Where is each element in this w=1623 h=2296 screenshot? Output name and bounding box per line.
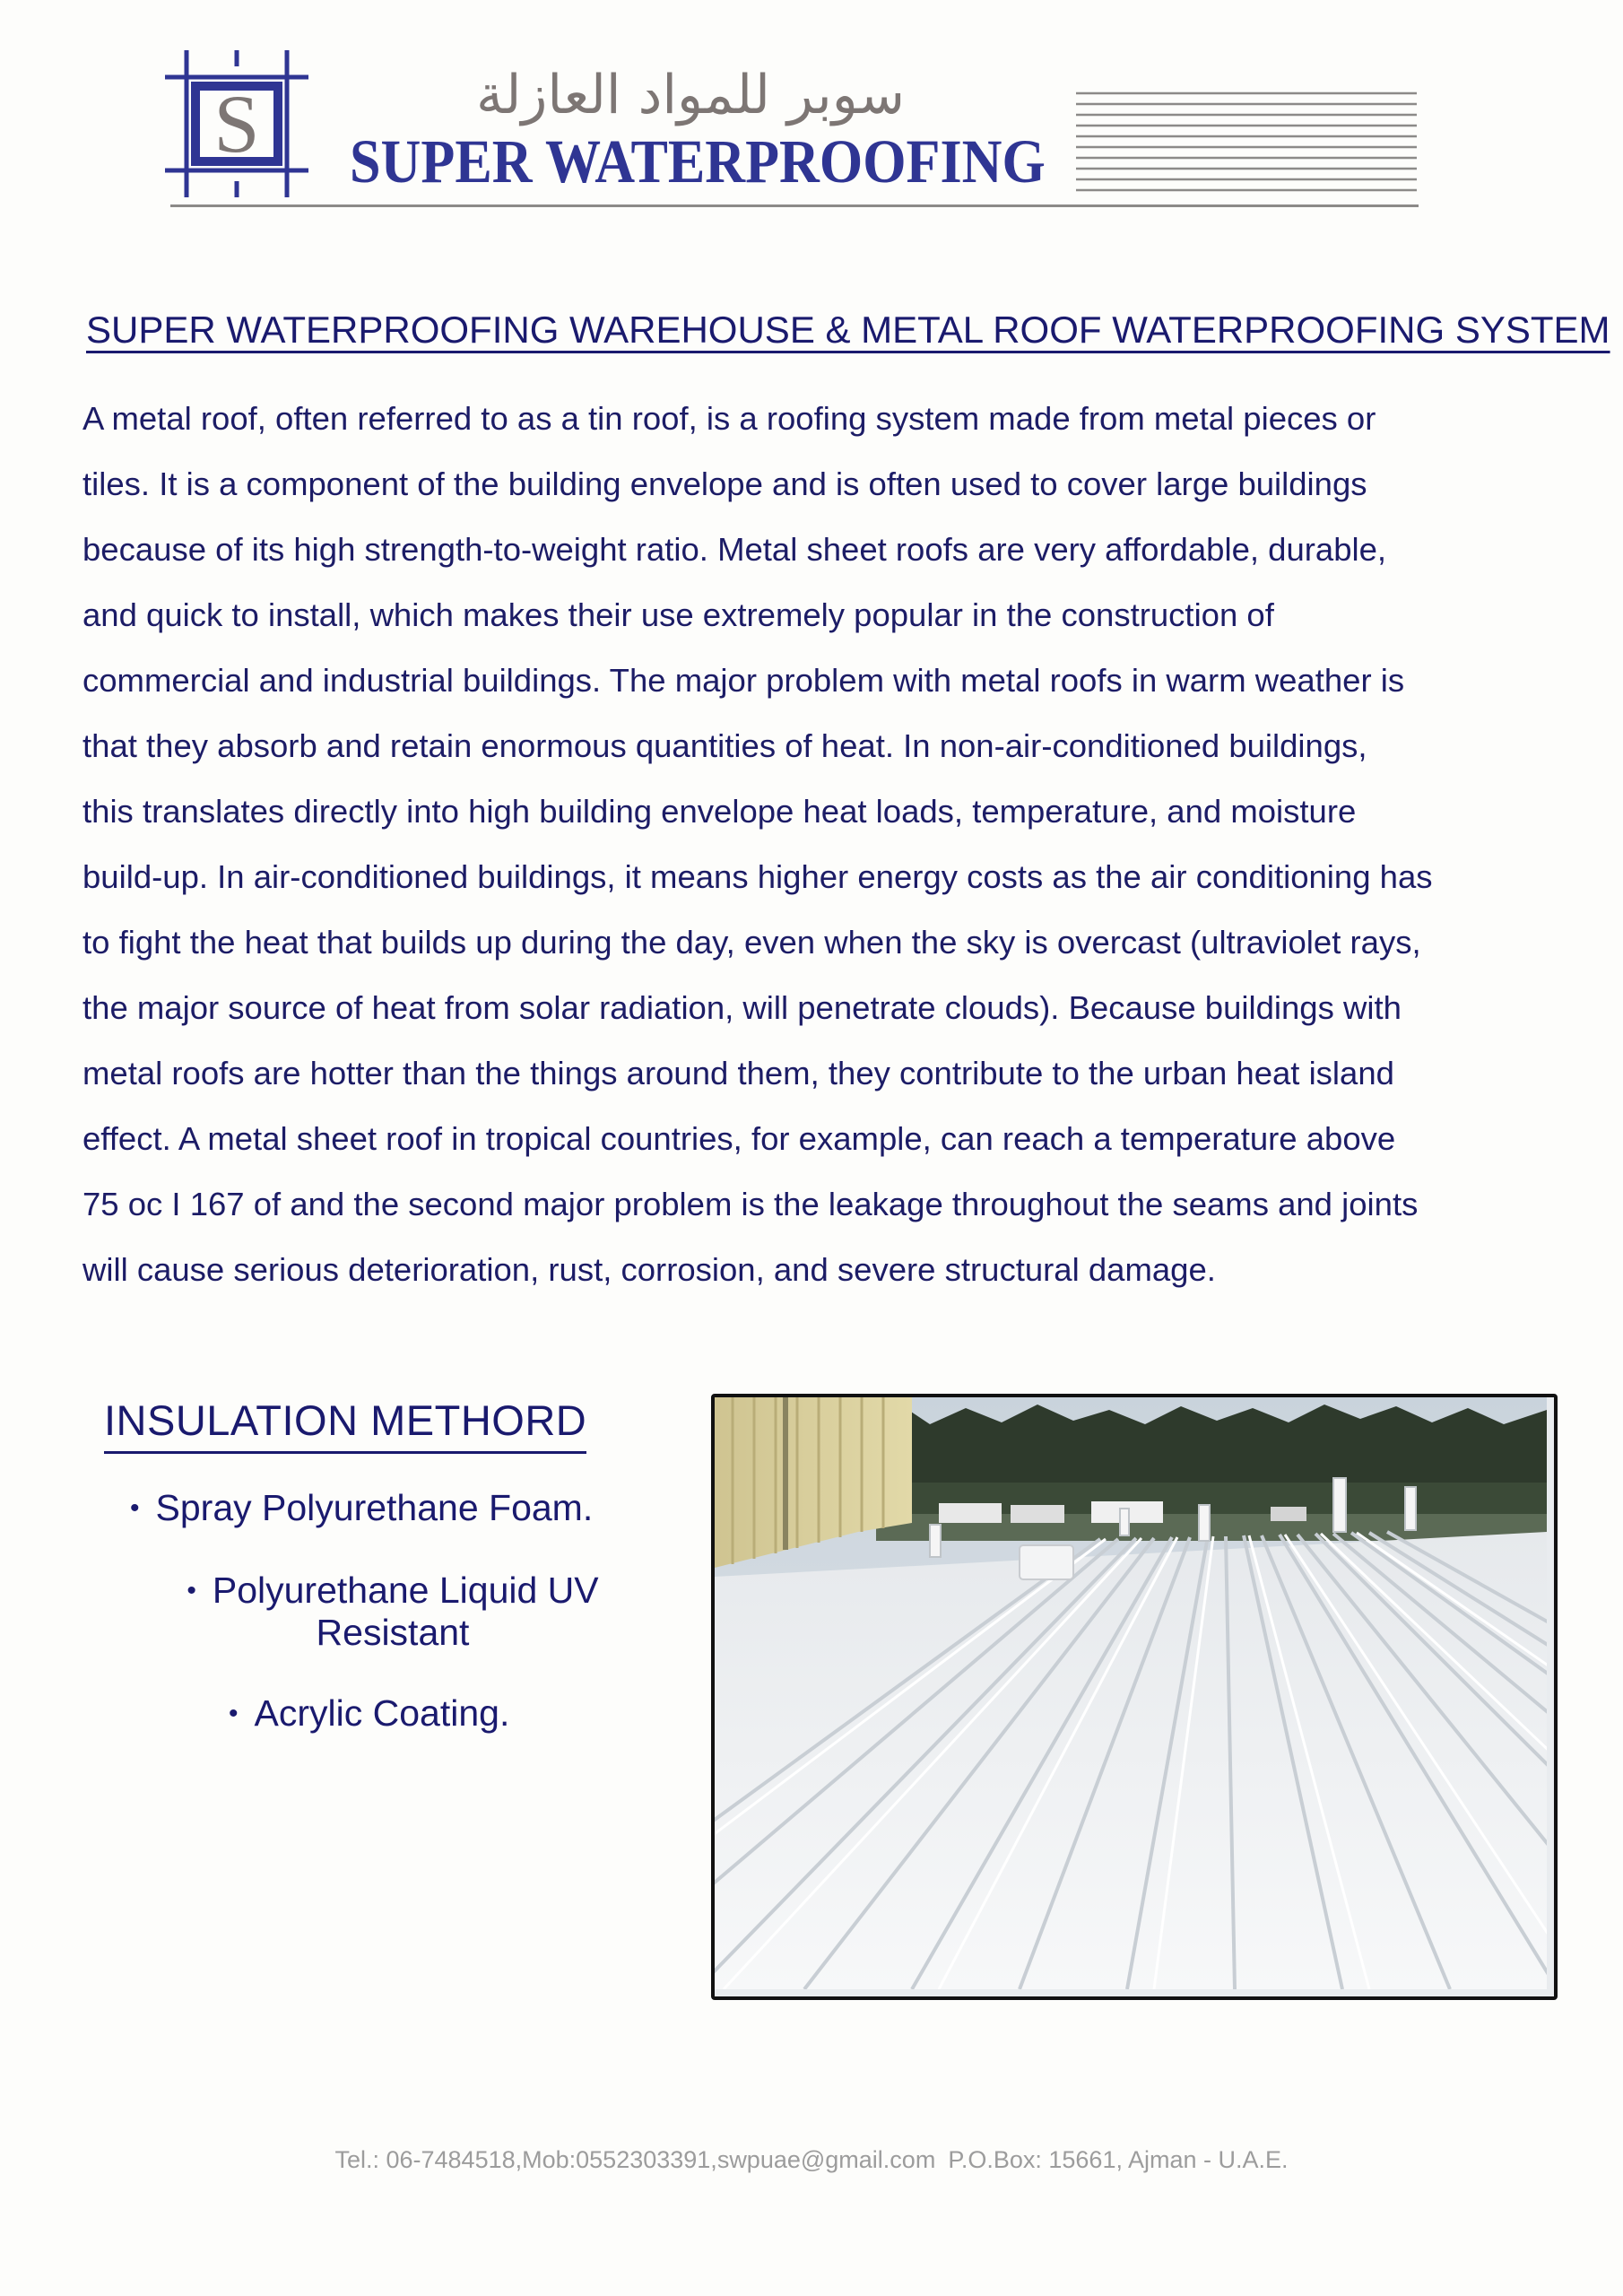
- body-line: will cause serious deterioration, rust, corrosion, and severe structural damage.: [82, 1251, 1216, 1288]
- body-line: this translates directly into high building envelope heat loads, temperature, and moisture: [82, 793, 1357, 830]
- company-logo: [165, 50, 308, 197]
- footer-phone-email: Tel.: 06-7484518,Mob:0552303391,swpuae@gmail.com: [334, 2146, 936, 2173]
- body-line: commercial and industrial buildings. The major problem with metal roofs in warm weather is: [82, 662, 1405, 699]
- insulation-heading: INSULATION METHORD: [104, 1392, 586, 1454]
- body-line: tiles. It is a component of the building envelope and is often used to cover large buildings: [82, 465, 1367, 502]
- list-item: [130, 1487, 593, 1529]
- coated-metal-roof-photo: [711, 1394, 1558, 2000]
- list-item: [229, 1692, 509, 1735]
- document-title: SUPER WATERPROOFING WAREHOUSE & METAL ROOF WATERPROOFING SYSTEM: [86, 309, 1610, 351]
- arabic-company-name: سوبر للمواد العازلة: [475, 64, 906, 126]
- body-line: to fight the heat that builds up during the day, even when the sky is overcast (ultraviolet rays,: [82, 924, 1421, 961]
- method-label: Acrylic Coating.: [254, 1692, 510, 1734]
- document-body: [82, 386, 1562, 1302]
- footer-address: P.O.Box: 15661, Ajman - U.A.E.: [948, 2146, 1289, 2173]
- body-line: A metal roof, often referred to as a tin roof, is a roofing system made from metal pieces or: [82, 400, 1376, 437]
- method-label: Polyurethane Liquid UV Resistant: [212, 1570, 599, 1653]
- list-item: [160, 1570, 626, 1653]
- body-line: metal roofs are hotter than the things around them, they contribute to the urban heat island: [82, 1055, 1394, 1091]
- bullet-icon: •: [130, 1493, 140, 1523]
- bullet-icon: •: [229, 1699, 239, 1728]
- bullet-icon: •: [187, 1576, 196, 1605]
- body-line: effect. A metal sheet roof in tropical countries, for example, can reach a temperature above: [82, 1120, 1396, 1157]
- footer-contact: [0, 2144, 1623, 2176]
- body-line: build-up. In air-conditioned buildings, it means higher energy costs as the air conditioning has: [82, 858, 1433, 895]
- header-lines-decoration: [1076, 90, 1417, 206]
- roof-photo-illustration: [715, 1397, 1547, 1989]
- body-line: 75 oc I 167 of and the second major problem is the leakage throughout the seams and joints: [82, 1186, 1419, 1222]
- method-label: Spray Polyurethane Foam.: [155, 1487, 594, 1528]
- body-line: the major source of heat from solar radiation, will penetrate clouds). Because buildings with: [82, 989, 1402, 1026]
- header-divider: [170, 204, 1419, 207]
- body-line: and quick to install, which makes their use extremely popular in the construction of: [82, 596, 1274, 633]
- body-line: because of its high strength-to-weight ratio. Metal sheet roofs are very affordable, durable,: [82, 531, 1387, 568]
- logo-letter: S: [213, 78, 260, 170]
- brand-name: SUPER WATERPROOFING: [350, 127, 1046, 196]
- body-line: that they absorb and retain enormous quantities of heat. In non-air-conditioned buildings,: [82, 727, 1367, 764]
